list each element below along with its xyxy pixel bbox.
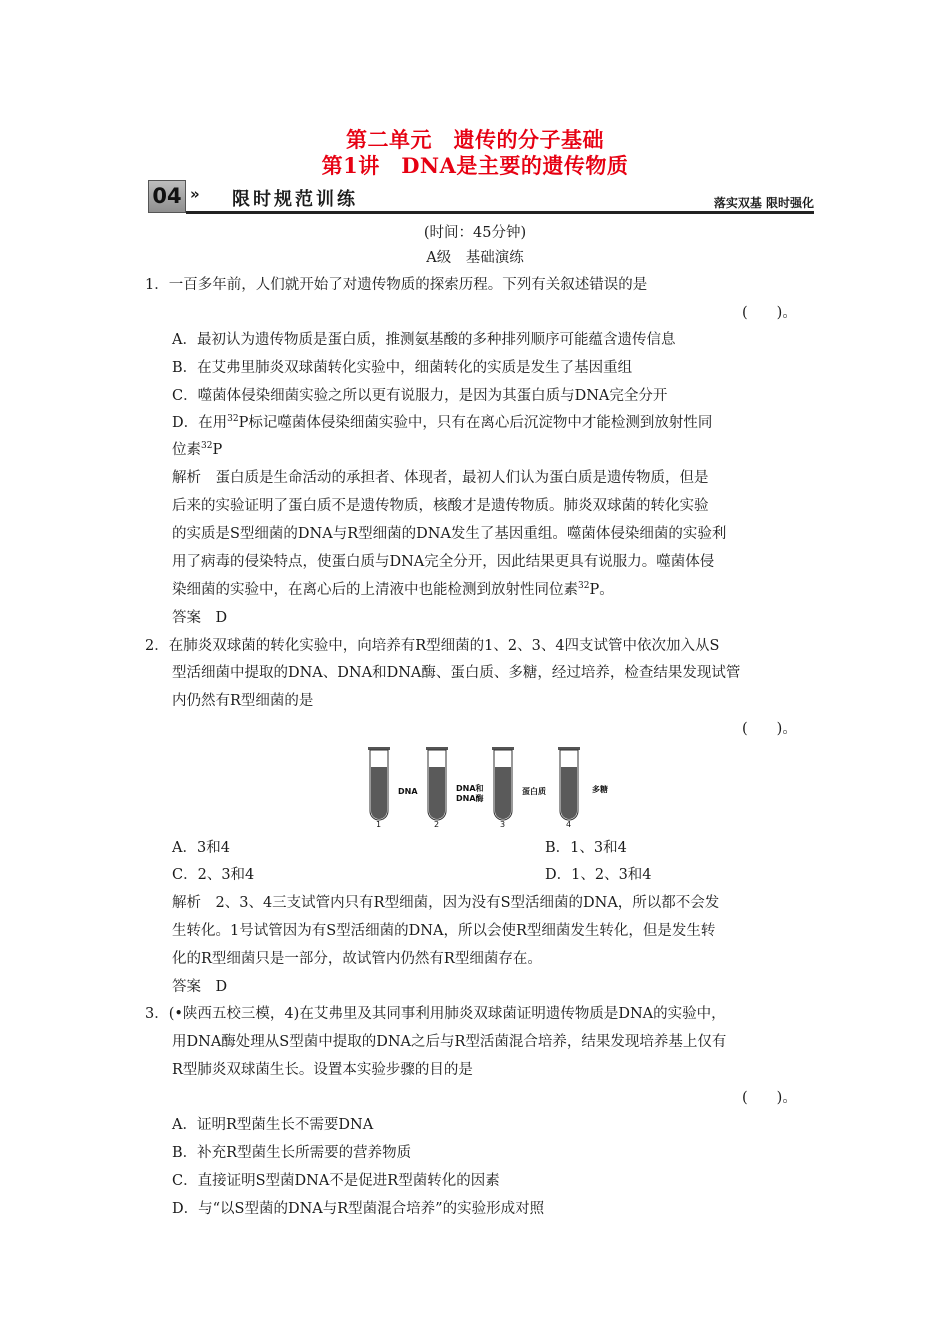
banner-title: 限时规范训练: [232, 189, 358, 210]
q3-stem-line-1: 3．(•陕西五校三模，4)在艾弗里及其同事利用肺炎双球菌证明遗传物质是DNA的实验中，: [145, 1006, 726, 1022]
q3-option-c: C．直接证明S型菌DNA不是促进R型菌转化的因素: [172, 1173, 500, 1189]
test-tube-1: [368, 747, 418, 829]
q2-analysis-line-3: 化的R型细菌只是一部分，故试管内仍然有R型细菌存在。: [172, 951, 542, 967]
test-tube-3: [492, 747, 546, 829]
section-banner: [148, 180, 814, 214]
q3-stem-line-2: 用DNA酶处理从S型菌中提取的DNA之后与R型活菌混合培养，结果发现培养基上仅有: [172, 1034, 727, 1050]
time-limit: (时间：45分钟): [423, 225, 527, 241]
q2-answer: 答案 D: [172, 979, 228, 995]
q3-stem-line-3: R型肺炎双球菌生长。设置本实验步骤的目的是: [172, 1062, 473, 1078]
q1-option-c: C．噬菌体侵染细菌实验之所以更有说服力，是因为其蛋白质与DNA完全分开: [172, 388, 668, 404]
tube-2-number: 2: [434, 820, 440, 829]
q1-answer: 答案 D: [172, 610, 228, 626]
q3-option-d: D．与“以S型菌的DNA与R型菌混合培养”的实验形成对照: [172, 1201, 545, 1217]
chevron-icon: »: [190, 185, 200, 203]
banner-rule: [186, 211, 814, 214]
tube-1-label: DNA: [398, 787, 418, 796]
q1-analysis-line-5: 染细菌的实验中，在离心后的上清液中也能检测到放射性同位素$^{32}$P。: [172, 581, 614, 598]
q3-option-a: A．证明R型菌生长不需要DNA: [172, 1117, 374, 1133]
q2-answer-bracket: ( )。: [742, 721, 797, 737]
tube-3-number: 3: [500, 820, 506, 829]
q2-option-c: C．2、3和4: [172, 867, 255, 883]
q1-option-b: B．在艾弗里肺炎双球菌转化实验中，细菌转化的实质是发生了基因重组: [172, 360, 633, 376]
tube-1-number: 1: [376, 820, 382, 829]
q2-option-a: A．3和4: [172, 840, 230, 856]
q1-option-a: A．最初认为遗传物质是蛋白质，推测氨基酸的多种排列顺序可能蕴含遗传信息: [172, 332, 676, 348]
banner-slogan: 落实双基 限时强化: [713, 196, 814, 210]
tube-3-label: 蛋白质: [522, 787, 546, 796]
q2-stem-line-3: 内仍然有R型细菌的是: [172, 693, 314, 709]
q3-answer-bracket: ( )。: [742, 1090, 797, 1106]
q2-analysis-line-2: 生转化。1号试管因为有S型活细菌的DNA，所以会使R型细菌发生转化，但是发生转: [172, 923, 716, 939]
q1-analysis-line-2: 后来的实验证明了蛋白质不是遗传物质，核酸才是遗传物质。肺炎双球菌的转化实验: [172, 498, 709, 514]
unit-title: 第二单元 遗传的分子基础: [346, 127, 604, 152]
q3-option-b: B．补充R型菌生长所需要的营养物质: [172, 1145, 412, 1161]
q1-analysis-line-3: 的实质是S型细菌的DNA与R型细菌的DNA发生了基因重组。噬菌体侵染细菌的实验利: [172, 526, 727, 542]
q1-stem: 1．一百多年前，人们就开始了对遗传物质的探索历程。下列有关叙述错误的是: [145, 277, 648, 293]
tube-4-number: 4: [566, 820, 572, 829]
q2-stem-line-2: 型活细菌中提取的DNA、DNA和DNA酶、蛋白质、多糖，经过培养，检查结果发现试管: [172, 665, 741, 681]
section-number-badge: 04: [148, 180, 186, 213]
q1-answer-bracket: ( )。: [742, 305, 797, 321]
test-tube-2: [426, 747, 484, 829]
q1-option-d: D．在用$^{32}$P标记噬菌体侵染细菌实验中，只有在离心后沉淀物中才能检测到放射性同: [172, 414, 713, 431]
tube-4-label: 多糖: [592, 785, 608, 794]
q1-analysis-line-1: 解析 蛋白质是生命活动的承担者、体现者，最初人们认为蛋白质是遗传物质，但是: [172, 470, 709, 486]
q2-stem-line-1: 2．在肺炎双球菌的转化实验中，向培养有R型细菌的1、2、3、4四支试管中依次加入从S: [145, 638, 720, 654]
tube-2-label-line-2: DNA酶: [456, 794, 484, 803]
test-tube-4: [558, 747, 608, 829]
q2-option-b: B．1、3和4: [545, 840, 627, 856]
q1-analysis-line-4: 用了病毒的侵染特点，使蛋白质与DNA完全分开，因此结果更具有说服力。噬菌体侵: [172, 554, 715, 570]
level-heading: A级 基础演练: [426, 250, 524, 266]
test-tubes-figure: [360, 745, 620, 830]
q1-option-d-cont: 位素$^{32}$P: [172, 441, 223, 458]
tube-2-label-line-1: DNA和: [456, 784, 484, 793]
q2-option-d: D．1、2、3和4: [545, 867, 652, 883]
q2-analysis-line-1: 解析 2、3、4三支试管内只有R型细菌，因为没有S型活细菌的DNA，所以都不会发: [172, 895, 720, 911]
lecture-title: 第1讲 DNA是主要的遗传物质: [321, 153, 629, 178]
